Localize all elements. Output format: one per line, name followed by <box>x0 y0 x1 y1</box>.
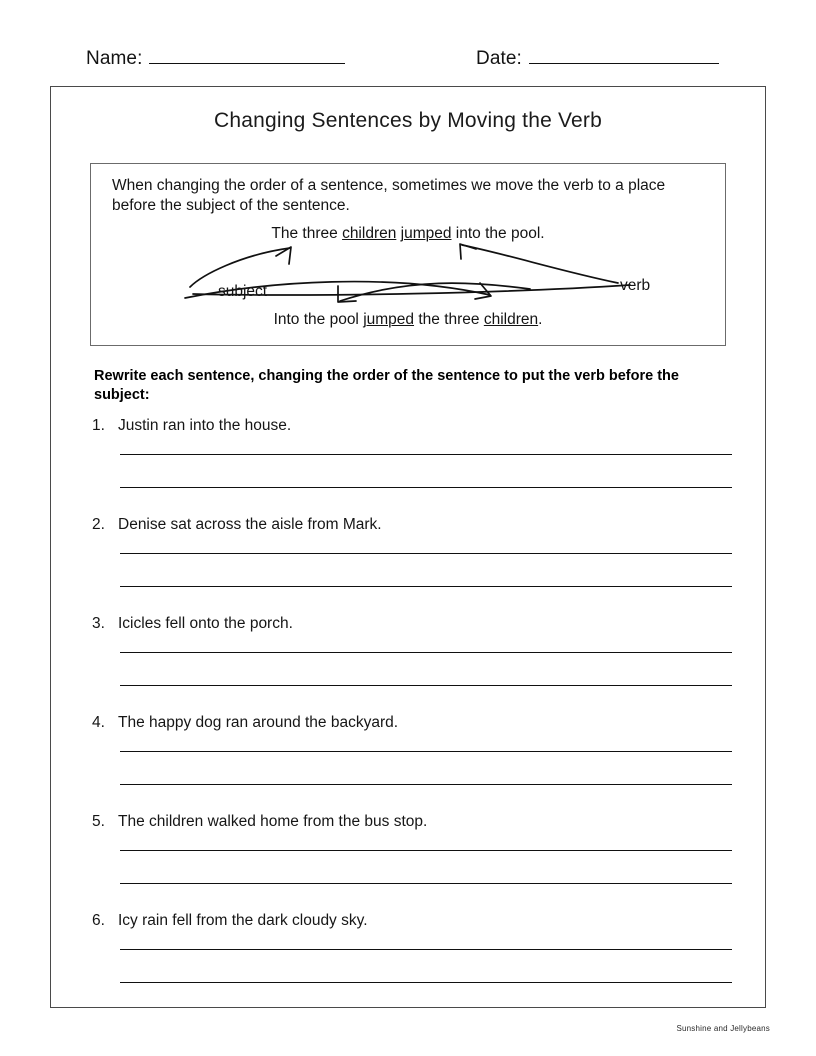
sentence-bottom-part2: the three <box>414 311 484 328</box>
question-text-6 <box>92 912 742 930</box>
question-item-4 <box>92 714 742 732</box>
sentence-top-verb: jumped <box>400 225 452 242</box>
question-sentence-1: Justin ran into the house. <box>118 417 292 434</box>
footer-credit: Sunshine and Jellybeans <box>676 1024 770 1033</box>
answer-line-3a[interactable] <box>120 652 732 653</box>
answer-line-6b[interactable] <box>120 982 732 983</box>
question-item-2 <box>92 516 742 534</box>
date-label: Date: <box>476 48 522 69</box>
name-label: Name: <box>86 48 143 69</box>
question-item-6 <box>92 912 742 930</box>
answer-line-2a[interactable] <box>120 553 732 554</box>
answer-line-1b[interactable] <box>120 487 732 488</box>
question-item-3 <box>92 615 742 633</box>
question-number-4: 4. <box>92 714 105 731</box>
sentence-top-part2: into the pool. <box>451 225 545 242</box>
answer-line-1a[interactable] <box>120 454 732 455</box>
answer-line-2b[interactable] <box>120 586 732 587</box>
question-item-5 <box>92 813 742 831</box>
question-sentence-3: Icicles fell onto the porch. <box>118 615 293 632</box>
question-sentence-6: Icy rain fell from the dark cloudy sky. <box>118 912 368 929</box>
question-sentence-4: The happy dog ran around the backyard. <box>118 714 399 731</box>
name-field[interactable] <box>86 48 345 70</box>
answer-line-3b[interactable] <box>120 685 732 686</box>
question-number-3: 3. <box>92 615 105 632</box>
example-sentence-rewritten <box>90 311 726 329</box>
sentence-bottom-part1: Into the pool <box>273 311 364 328</box>
question-number-2: 2. <box>92 516 105 533</box>
example-sentence-original <box>90 225 726 243</box>
date-field[interactable] <box>476 48 719 70</box>
question-text-4 <box>92 714 742 732</box>
question-sentence-5: The children walked home from the bus stop. <box>118 813 428 830</box>
answer-line-5a[interactable] <box>120 850 732 851</box>
answer-line-5b[interactable] <box>120 883 732 884</box>
answer-line-4b[interactable] <box>120 784 732 785</box>
question-text-1 <box>92 417 742 435</box>
question-text-3 <box>92 615 742 633</box>
sentence-top-subject: children <box>342 225 397 242</box>
question-number-6: 6. <box>92 912 105 929</box>
name-write-line[interactable] <box>149 49 345 64</box>
sentence-bottom-verb: jumped <box>363 311 415 328</box>
verb-movement-diagram <box>90 163 726 346</box>
date-write-line[interactable] <box>529 49 719 64</box>
question-text-2 <box>92 516 742 534</box>
answer-line-4a[interactable] <box>120 751 732 752</box>
answer-line-6a[interactable] <box>120 949 732 950</box>
question-number-1: 1. <box>92 417 105 434</box>
question-item-1 <box>92 417 742 435</box>
question-text-5 <box>92 813 742 831</box>
sentence-bottom-part3: . <box>538 311 543 328</box>
task-instruction: Rewrite each sentence, changing the order of the sentence to put the verb before the subject: <box>94 368 679 403</box>
page-title: Changing Sentences by Moving the Verb <box>214 109 602 132</box>
example-intro-text: When changing the order of a sentence, sometimes we move the verb to a place before the subject of the sentence. <box>112 177 666 214</box>
sentence-top-part1: The three <box>271 225 343 242</box>
sentence-bottom-subject: children <box>483 311 539 328</box>
question-number-5: 5. <box>92 813 105 830</box>
subject-label: subject <box>218 283 268 300</box>
verb-label: verb <box>620 277 651 294</box>
question-sentence-2: Denise sat across the aisle from Mark. <box>118 516 382 533</box>
worksheet-header <box>0 48 816 82</box>
